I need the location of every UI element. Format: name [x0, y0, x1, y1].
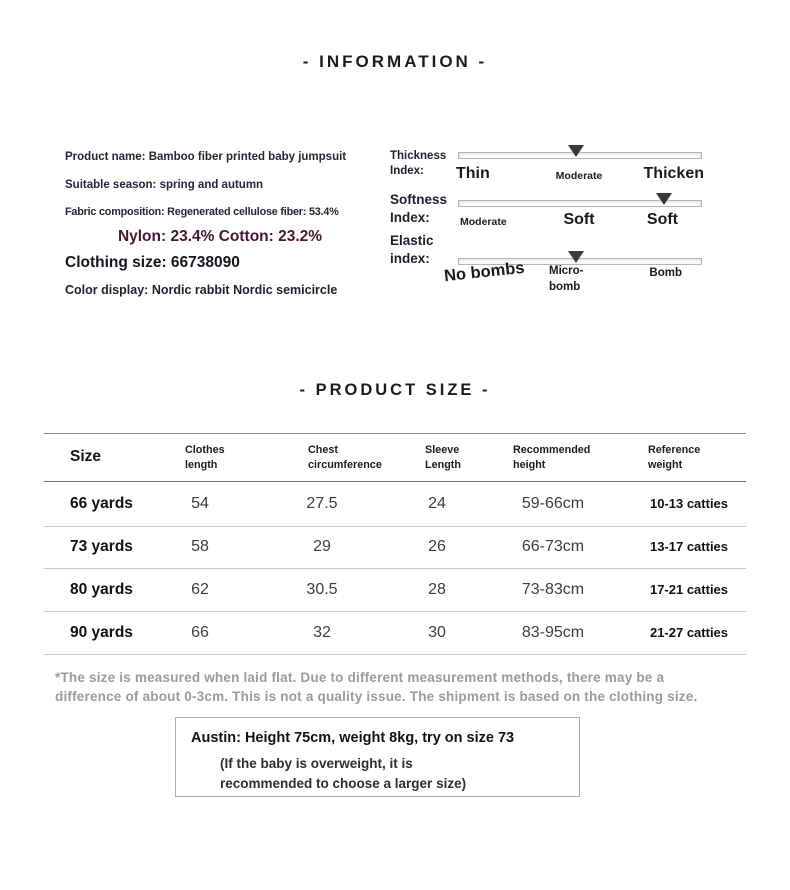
- tryon-note-line1: (If the baby is overweight, it is: [220, 756, 413, 771]
- clothing-size-line: Clothing size: 66738090: [65, 254, 240, 271]
- table-row-separator: [44, 568, 746, 569]
- composition-highlight-line: Nylon: 23.4% Cotton: 23.2%: [117, 228, 323, 245]
- height-header-line2: height: [513, 458, 546, 471]
- col-header-size: Size: [70, 448, 102, 465]
- table-cell: 66-73cm: [521, 538, 585, 555]
- height-header-line1: Recommended: [513, 444, 591, 456]
- thickness-option-thin: Thin: [456, 165, 490, 182]
- table-cell-weight: 21-27 catties: [649, 625, 729, 640]
- information-title: - INFORMATION -: [302, 52, 488, 71]
- table-cell: 83-95cm: [521, 624, 585, 641]
- model-tryon-note: [220, 754, 466, 794]
- softness-option-soft-mid: Soft: [563, 211, 595, 228]
- table-cell: 62: [191, 581, 209, 598]
- table-row-separator: [44, 526, 746, 527]
- thickness-slider-bar: [458, 152, 702, 159]
- table-cell: 32: [313, 624, 331, 641]
- table-row-size: 90 yards: [70, 624, 133, 641]
- table-cell: 27.5: [306, 495, 338, 512]
- table-cell: 73-83cm: [521, 581, 585, 598]
- softness-slider-bar: [458, 200, 702, 207]
- table-cell: 24: [428, 495, 446, 512]
- table-top-border: [44, 433, 746, 434]
- thickness-option-moderate: Moderate: [555, 170, 603, 182]
- elastic-label-line2: index:: [390, 250, 430, 266]
- chest-header-line1: Chest: [308, 444, 338, 456]
- elastic-index-label: [390, 232, 460, 267]
- softness-label-line1: Softness: [390, 192, 448, 207]
- table-cell: 29: [313, 538, 331, 555]
- softness-option-moderate: Moderate: [460, 216, 507, 228]
- table-cell-weight: 13-17 catties: [649, 539, 729, 554]
- elastic-options: [443, 258, 700, 298]
- table-cell: 30.5: [306, 581, 338, 598]
- tryon-note-line2: recommended to choose a larger size): [220, 776, 467, 791]
- fabric-composition-line: Fabric composition: Regenerated cellulose fiber: 53.4%: [65, 206, 339, 218]
- micro-bomb-line1: Micro-: [549, 265, 584, 277]
- size-disclaimer-note: [55, 668, 747, 706]
- product-name-line: Product name: Bamboo fiber printed baby jumpsuit: [65, 151, 347, 163]
- table-cell-weight: 10-13 catties: [649, 496, 729, 511]
- thickness-option-thicken: Thicken: [643, 165, 704, 182]
- table-cell: 66: [191, 624, 209, 641]
- weight-header-line1: Reference: [648, 444, 701, 456]
- color-display-line: Color display: Nordic rabbit Nordic semicircle: [65, 283, 338, 297]
- model-tryon-box: [175, 717, 580, 797]
- col-header-recommended-height: [513, 443, 590, 472]
- col-header-sleeve-length: [425, 443, 461, 472]
- table-header-separator: [44, 481, 746, 482]
- clothes-header-line2: length: [185, 458, 218, 471]
- col-header-chest-circumference: [308, 443, 382, 472]
- chest-header-line2: circumference: [308, 458, 382, 471]
- softness-label-line2: Index:: [390, 209, 430, 225]
- elastic-option-micro-bomb: [549, 263, 609, 295]
- table-row-size: 66 yards: [70, 495, 133, 512]
- disclaimer-line2: difference of about 0-3cm. This is not a quality issue. The shipment is based on the clothing size.: [55, 689, 698, 704]
- clothes-header-line1: Clothes: [185, 444, 225, 456]
- softness-options: [458, 211, 700, 241]
- softness-marker-icon: [656, 193, 672, 205]
- table-cell: 26: [428, 538, 446, 555]
- table-row-size: 80 yards: [70, 581, 133, 598]
- thickness-options: [456, 165, 704, 195]
- col-header-clothes-length: [185, 443, 225, 472]
- table-bottom-border: [44, 654, 746, 655]
- elastic-option-no-bombs: No bombs: [443, 258, 526, 286]
- thickness-index-label: [390, 149, 460, 179]
- table-cell: 28: [428, 581, 446, 598]
- thickness-label-line1: Thickness: [390, 150, 447, 162]
- thickness-label-line2: Index:: [390, 164, 424, 177]
- table-row-size: 73 yards: [70, 538, 133, 555]
- model-tryon-title: Austin: Height 75cm, weight 8kg, try on size 73: [191, 730, 515, 746]
- col-header-reference-weight: [648, 443, 700, 472]
- weight-header-line2: weight: [648, 458, 683, 471]
- table-cell: 54: [191, 495, 209, 512]
- sleeve-header-line2: Length: [425, 458, 461, 471]
- thickness-marker-icon: [568, 145, 584, 157]
- softness-index-label: [390, 191, 460, 226]
- softness-option-soft-right: Soft: [646, 211, 678, 228]
- table-cell: 59-66cm: [521, 495, 585, 512]
- table-cell-weight: 17-21 catties: [649, 582, 729, 597]
- table-row-separator: [44, 611, 746, 612]
- product-size-title: - PRODUCT SIZE -: [299, 381, 491, 399]
- elastic-option-bomb: Bomb: [649, 267, 682, 279]
- sleeve-header-line1: Sleeve: [425, 444, 460, 456]
- suitable-season-line: Suitable season: spring and autumn: [65, 179, 264, 191]
- disclaimer-line1: *The size is measured when laid flat. Due to different measurement methods, there may be a: [55, 670, 665, 685]
- elastic-label-line1: Elastic: [390, 233, 434, 248]
- table-cell: 30: [428, 624, 446, 641]
- micro-bomb-line2: bomb: [549, 281, 581, 294]
- table-cell: 58: [191, 538, 209, 555]
